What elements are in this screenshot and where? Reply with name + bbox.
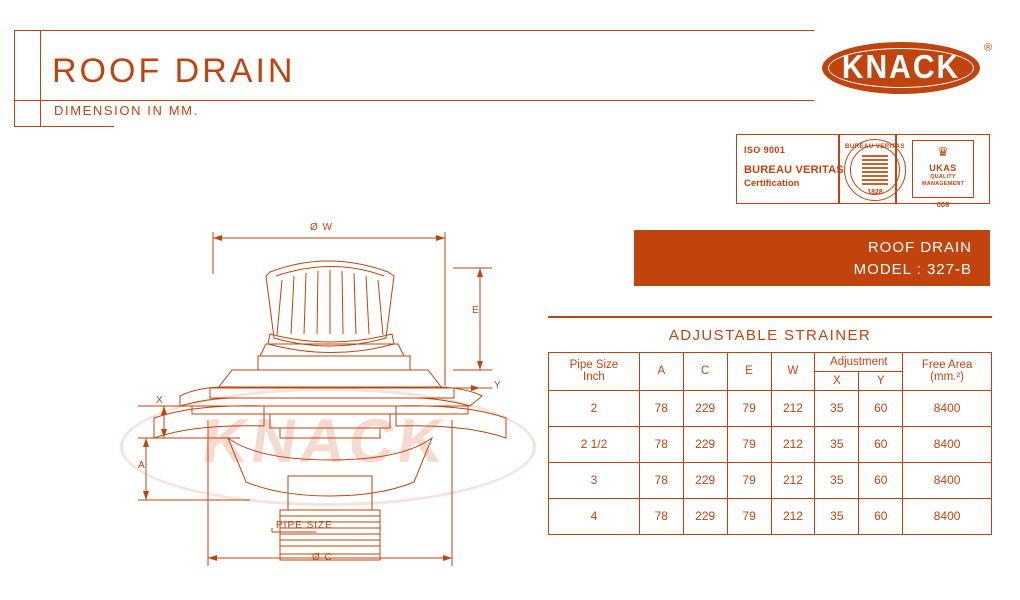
dimension-label-a: A (138, 460, 146, 471)
cell-w: 212 (771, 390, 815, 426)
cell-c: 229 (683, 462, 727, 498)
dimension-label-ow: Ø W (310, 222, 333, 233)
cell-c: 229 (683, 390, 727, 426)
banner-model-number: MODEL : 327-B (853, 261, 972, 278)
cell-a: 78 (639, 462, 683, 498)
cell-free-area: 8400 (903, 462, 992, 498)
cell-pipe-size: 2 (549, 390, 640, 426)
header-pipe-size-line1: Pipe Size (569, 359, 619, 371)
cell-w: 212 (771, 498, 815, 534)
header-vertical-rule (40, 30, 41, 126)
cell-w: 212 (771, 426, 815, 462)
cell-pipe-size: 2 1/2 (549, 426, 640, 462)
cell-free-area: 8400 (903, 390, 992, 426)
cell-x: 35 (815, 498, 859, 534)
table-row (549, 462, 992, 498)
cell-pipe-size: 3 (549, 462, 640, 498)
table-row (549, 498, 992, 534)
ukas-title-label: UKAS (929, 163, 957, 173)
header-free-area-line2: (mm.²) (930, 371, 965, 383)
cell-y: 60 (859, 390, 903, 426)
dimension-label-y: Y (494, 380, 502, 391)
crown-icon: ♛ (937, 144, 949, 159)
cell-a: 78 (639, 498, 683, 534)
header-pipe-size (549, 352, 640, 390)
header-rule-top (14, 30, 814, 31)
table-body (549, 390, 992, 534)
header-e: E (727, 352, 771, 390)
cell-x: 35 (815, 462, 859, 498)
dimension-label-e: E (472, 305, 480, 316)
cell-e: 79 (727, 462, 771, 498)
table-row (549, 426, 992, 462)
header-pipe-size-line2: Inch (583, 371, 605, 383)
seal-year-text: 1828 (867, 189, 883, 196)
header-adjustment-group: Adjustment (815, 352, 903, 371)
brand-logo (822, 42, 993, 98)
page-subtitle: DIMENSION IN MM. (54, 103, 199, 118)
cell-y: 60 (859, 426, 903, 462)
cell-e: 79 (727, 390, 771, 426)
seal-figure-icon (862, 155, 888, 185)
registered-mark-icon: ® (984, 42, 993, 54)
header-vertical-rule-outer (14, 30, 15, 126)
table-header-row-1 (549, 352, 992, 371)
cell-a: 78 (639, 390, 683, 426)
ukas-mark-icon (912, 140, 974, 198)
ukas-subtitle-label: QUALITY MANAGEMENT (921, 174, 965, 187)
model-banner (634, 230, 990, 286)
ukas-number-label: 008 (936, 200, 950, 209)
banner-product-name: ROOF DRAIN (867, 239, 972, 256)
dimension-label-x: X (156, 395, 164, 406)
header-c: C (683, 352, 727, 390)
cell-y: 60 (859, 498, 903, 534)
specification-table-wrap (548, 316, 992, 535)
cell-w: 212 (771, 462, 815, 498)
cell-c: 229 (683, 426, 727, 462)
cell-free-area: 8400 (903, 426, 992, 462)
dimension-label-oc: Ø C (312, 552, 333, 563)
certification-scheme-label: Certification (744, 178, 800, 189)
header-w: W (771, 352, 815, 390)
header-free-area (903, 352, 992, 390)
cell-a: 78 (639, 426, 683, 462)
iso-standard-label: ISO 9001 (744, 145, 786, 155)
table-head (549, 352, 992, 390)
header-rule-middle (14, 100, 814, 101)
header-y: Y (859, 371, 903, 390)
page-title: ROOF DRAIN (52, 52, 296, 90)
cell-y: 60 (859, 462, 903, 498)
cell-e: 79 (727, 426, 771, 462)
logo-text: KNACK (841, 48, 961, 86)
table-title: ADJUSTABLE STRAINER (668, 326, 872, 344)
header-free-area-line1: Free Area (921, 359, 973, 371)
cell-e: 79 (727, 498, 771, 534)
header-rule-bottom (14, 126, 114, 127)
certification-block (736, 134, 990, 209)
cell-pipe-size: 4 (549, 498, 640, 534)
cell-free-area: 8400 (903, 498, 992, 534)
header-x: X (815, 371, 859, 390)
table-row (549, 390, 992, 426)
certification-body-label: BUREAU VERITAS (744, 164, 844, 176)
dimension-label-pipe-size: PIPE SIZE (276, 520, 333, 531)
logo-ellipse (822, 42, 980, 94)
cell-c: 229 (683, 498, 727, 534)
cell-x: 35 (815, 390, 859, 426)
seal-top-text: BUREAU VERITAS (845, 144, 905, 150)
watermark-text: KNACK (198, 407, 452, 476)
specification-table (548, 352, 992, 535)
header-a: A (639, 352, 683, 390)
cell-x: 35 (815, 426, 859, 462)
bureau-veritas-seal-icon (844, 139, 906, 201)
technical-drawing (120, 210, 540, 580)
